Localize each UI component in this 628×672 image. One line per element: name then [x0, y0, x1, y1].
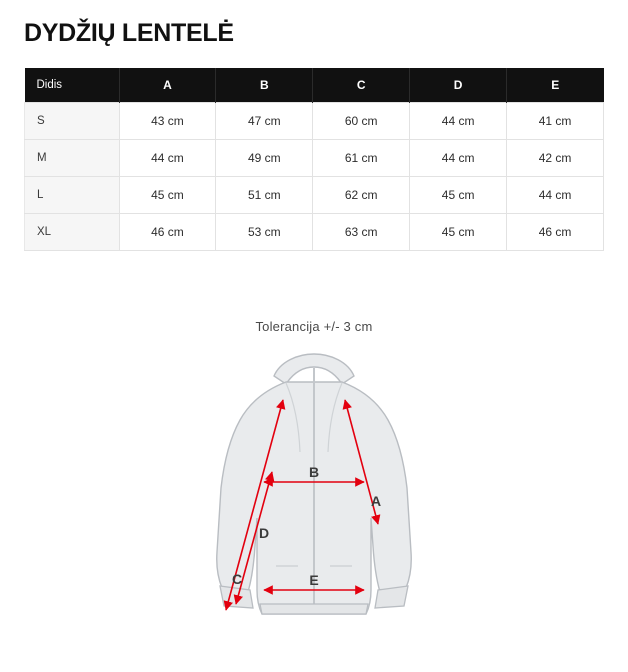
- cell-size: S: [25, 103, 120, 140]
- label-a: A: [370, 493, 382, 509]
- cell-c: 63 cm: [313, 214, 410, 251]
- page-title: DYDŽIŲ LENTELĖ: [24, 19, 234, 47]
- cell-c: 60 cm: [313, 103, 410, 140]
- right-cuff: [375, 586, 408, 608]
- table-row: [25, 214, 604, 251]
- size-table-body: [25, 103, 604, 251]
- size-chart-page: [0, 18, 628, 672]
- table-row: [25, 103, 604, 140]
- cell-b: 53 cm: [216, 214, 313, 251]
- column-header-a: A: [119, 68, 216, 103]
- cell-a: 46 cm: [119, 214, 216, 251]
- label-c: C: [231, 571, 243, 587]
- tolerance-note: Tolerancija +/- 3 cm: [255, 319, 373, 334]
- label-e: E: [309, 572, 319, 588]
- cell-d: 45 cm: [410, 214, 507, 251]
- cell-size: L: [25, 177, 120, 214]
- size-table: [24, 68, 604, 251]
- table-row: [25, 140, 604, 177]
- cell-c: 62 cm: [313, 177, 410, 214]
- cell-a: 44 cm: [119, 140, 216, 177]
- cell-b: 51 cm: [216, 177, 313, 214]
- size-table-head: [25, 68, 604, 103]
- cell-e: 41 cm: [507, 103, 604, 140]
- cell-c: 61 cm: [313, 140, 410, 177]
- cell-d: 44 cm: [410, 103, 507, 140]
- left-cuff: [220, 586, 253, 608]
- cell-a: 45 cm: [119, 177, 216, 214]
- cell-b: 49 cm: [216, 140, 313, 177]
- column-header-b: B: [216, 68, 313, 103]
- measurement-diagram: [24, 342, 604, 632]
- label-d: D: [258, 525, 270, 541]
- cell-d: 44 cm: [410, 140, 507, 177]
- column-header-c: C: [313, 68, 410, 103]
- column-header-e: E: [507, 68, 604, 103]
- cell-d: 45 cm: [410, 177, 507, 214]
- cell-size: XL: [25, 214, 120, 251]
- cell-e: 44 cm: [507, 177, 604, 214]
- cell-size: M: [25, 140, 120, 177]
- table-row: [25, 177, 604, 214]
- column-header-size: Didis: [25, 68, 120, 103]
- cell-a: 43 cm: [119, 103, 216, 140]
- cell-b: 47 cm: [216, 103, 313, 140]
- cell-e: 42 cm: [507, 140, 604, 177]
- cell-e: 46 cm: [507, 214, 604, 251]
- jacket-diagram-svg: [164, 342, 464, 632]
- hem-band: [260, 604, 368, 614]
- column-header-d: D: [410, 68, 507, 103]
- table-header-row: [25, 68, 604, 103]
- label-b: B: [308, 464, 320, 480]
